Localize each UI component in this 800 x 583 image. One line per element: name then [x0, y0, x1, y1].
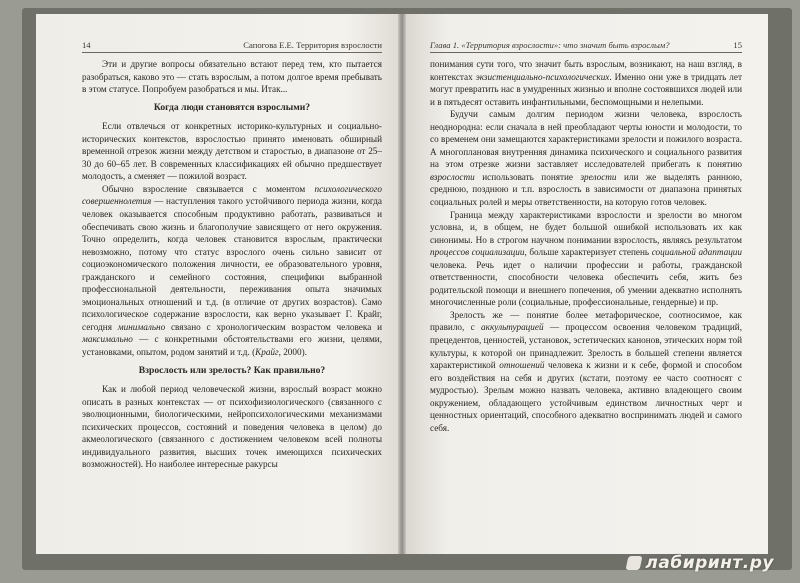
- left-page-body: [82, 58, 382, 471]
- paragraph: Будучи самым долгим периодом жизни человека, взрослость неоднородна: если сначала в ней преобладают черты юности и молодости, то со временем они замещаются характеристиками зрелости и пожилого возраста. А многоплановая внутренняя динамика психического и социального развития на этом отрезке жизни заставляет исследователей прибегать к понятию взрослости использовать понятие зрелости или же выделять раннюю, среднюю, позднюю и т.п. взрослость в зависимости от диапазона принятых социальных ролей и меры ответственности, на которую готов человек.: [430, 109, 742, 208]
- left-running-head: Сапогова Е.Е. Территория взрослости: [243, 40, 382, 50]
- paragraph: Обычно взросление связывается с моментом психологического совершеннолетия — наступления такого устойчивого периода жизни, когда человек оказывается способным продуктивно работать, развиваться и обеспечивать свою жизнь и благополучие зависящего от него окружения. Точно определить, когда человек становится взрослым, практически невозможно, потому что статус взрослого очень сильно зависит от социоэкономического положения личности, ее образовательного уровня, гражданского и семейного состояния, специфики выбранной профессиональной деятельности, переживания опыта значимых эмоциональных отношений и т.д. (в отличие от других возрастов). Само психологическое содержание взрослости, как верно указывает Г. Крайг, сегодня минимально связано с хронологическим возрастом человека и максимально — с конкретными обстоятельствами его жизни, целями, установками, опытом, родом занятий и т.д. (Крайг, 2000).: [82, 183, 383, 358]
- labirint-logo-icon: [626, 556, 643, 570]
- right-page-body: [430, 58, 742, 434]
- paragraph: Зрелость же — понятие более метафорическое, соотносимое, как правило, с аккультурацией — процессом освоения человеком традиций, прецедентов, ценностей, установок, эстетических канонов, этических норм той культуры, к которой он принадлежит. Зрелость в большей степени является характеристикой отношений человека к жизни и к себе, формой и способом его воздействия на себя и других (кстати, поэтому ее часто соотносят с мудростью). Зрелым можно назвать человека, активно владеющего своим окружением, обладающего устойчивым единством личностных черт и ценностных ориентаций, способного адекватно воспринимать людей и самого себя.: [430, 309, 742, 433]
- paragraph: понимания сути того, что значит быть взрослым, возникают, на наш взгляд, в контекстах экзистенциально-психологических. Именно они уже в тридцать лет могут превратить нас в умудренных жизнью и вполне состоявшихся людей или и в пятьдесят оставить инфантильными, беспомощными и нелепыми.: [430, 59, 742, 107]
- paragraph: Эти и другие вопросы обязательно встают перед тем, кто пытается разобраться, каково это — стать взрослым, а потом долгое время пребывать в этом статусе. Попробуем разобраться и мы. Итак...: [82, 59, 382, 95]
- left-page-number: 14: [82, 40, 91, 50]
- paragraph: Граница между характеристиками взрослости и зрелости во многом условна, и, в общем, не будет большой ошибкой использовать их как синонимы. Но в строгом научном понимании взрослость, являясь результатом процессов социализации, больше характеризует степень социальной адаптации человека. Речь идет о наличии профессии и работы, гражданской ответственности, способности человека обеспечить себя, жить без родительской помощи и внешнего попечения, об умении адекватно исполнять многочисленные роли (социальные, профессиональные, гендерные) и пр.: [430, 209, 742, 308]
- right-running-head: Глава 1. «Территория взрослости»: что значит быть взрослым?: [430, 40, 670, 50]
- right-page-number: 15: [733, 40, 742, 50]
- labirint-watermark: [627, 553, 774, 573]
- paragraph: Как и любой период человеческой жизни, взрослый возраст можно описать в разных контекстах — от психофизиологического (связанного с эволюционными, биологическими, нейропсихологическими механизмами психических процессов, состояний и поведения человека в целом) до акмеологического (связанного с достижением человеком всей полноты индивидуального развития, высших точек имеющихся психических возможностей). Но наиболее интересные ракурсы: [82, 384, 382, 470]
- section-heading: Взрослость или зрелость? Как правильно?: [138, 364, 326, 376]
- section-heading: Когда люди становятся взрослыми?: [153, 101, 311, 113]
- book-gutter: [398, 14, 406, 554]
- paragraph: Если отвлечься от конкретных историко-культурных и социально-исторических контекстов, взрослостью принято именовать обширный временной отрезок жизни между детством и старостью, в диапазоне от 25–30 до 60–65 лет. В современных классификациях ей обычно предшествует молодость, а сменяет — пожилой возраст.: [82, 121, 382, 182]
- watermark-text: лабиринт.ру: [645, 553, 774, 573]
